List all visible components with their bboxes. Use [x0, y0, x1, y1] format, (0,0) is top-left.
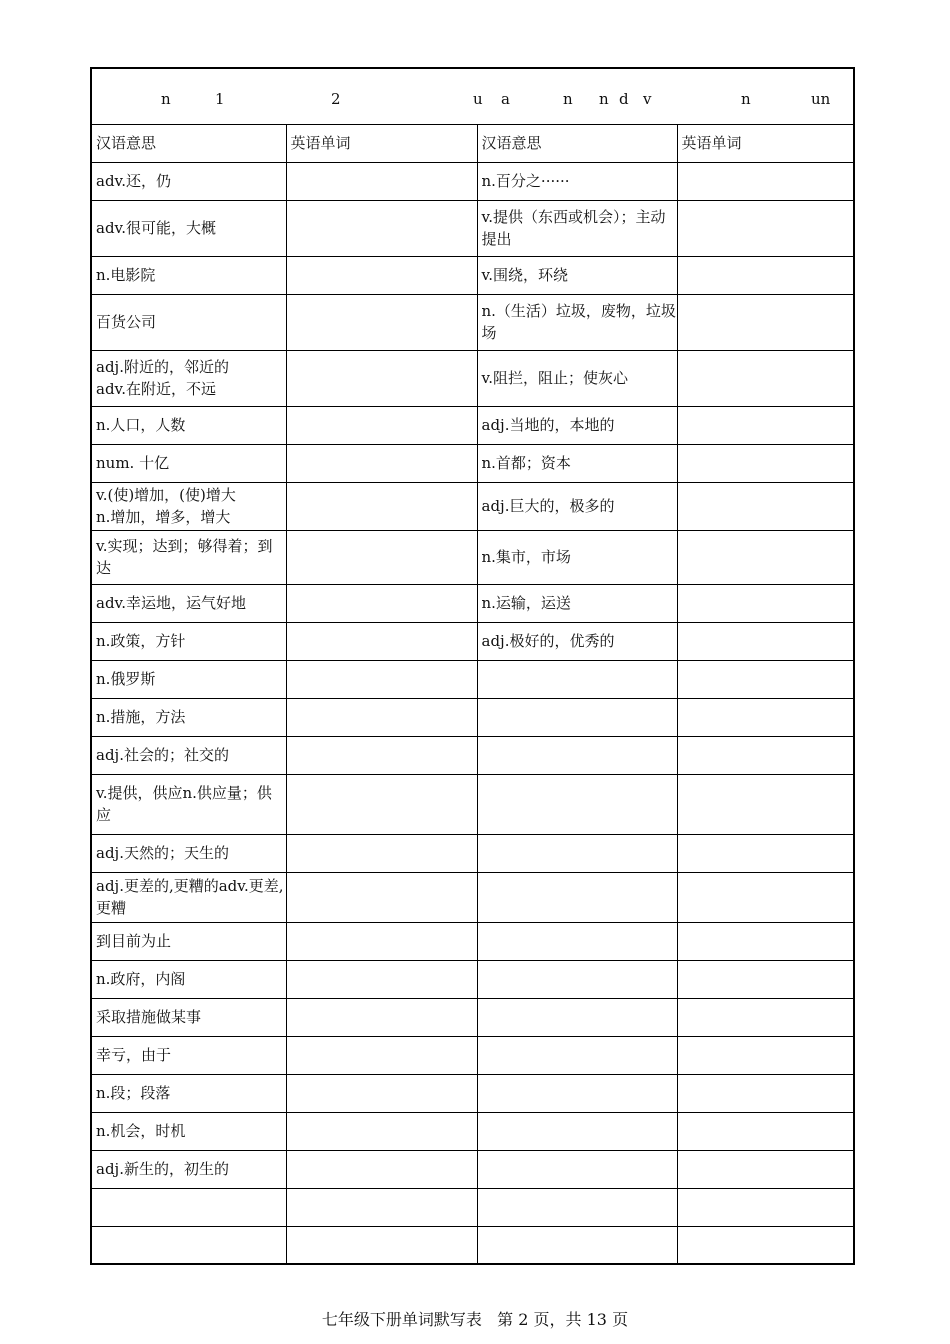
english-word-cell[interactable]	[286, 444, 477, 482]
chinese-meaning-cell: n.电影院	[91, 256, 286, 294]
english-word-cell[interactable]	[677, 1150, 854, 1188]
table-row	[91, 622, 854, 660]
english-word-cell[interactable]	[286, 294, 477, 350]
title-glyph: d	[619, 90, 629, 108]
english-word-cell[interactable]	[286, 1112, 477, 1150]
english-word-cell[interactable]	[677, 530, 854, 584]
english-word-cell[interactable]	[677, 698, 854, 736]
chinese-meaning-cell	[477, 660, 677, 698]
table-row	[91, 922, 854, 960]
chinese-meaning-cell: adv.很可能，大概	[91, 200, 286, 256]
chinese-meaning-cell: num. 十亿	[91, 444, 286, 482]
meaning-line: adj.附近的，邻近的	[96, 358, 229, 376]
english-word-cell[interactable]	[677, 350, 854, 406]
chinese-meaning-cell: adj.天然的；天生的	[91, 834, 286, 872]
table-row	[91, 998, 854, 1036]
chinese-meaning-cell: adj.当地的，本地的	[477, 406, 677, 444]
meaning-line: v.(使)增加，(使)增大	[96, 486, 236, 504]
chinese-meaning-cell: 幸亏，由于	[91, 1036, 286, 1074]
chinese-meaning-cell: n.百分之······	[477, 162, 677, 200]
chinese-meaning-cell: v.实现；达到；够得着；到达	[91, 530, 286, 584]
table-row	[91, 872, 854, 922]
english-word-cell[interactable]	[677, 960, 854, 998]
english-word-cell[interactable]	[286, 960, 477, 998]
chinese-meaning-cell: n.政府，内阁	[91, 960, 286, 998]
table-row	[91, 1150, 854, 1188]
english-word-cell[interactable]	[286, 584, 477, 622]
english-word-cell[interactable]	[286, 922, 477, 960]
chinese-meaning-cell: v.阻拦，阻止；使灰心	[477, 350, 677, 406]
english-word-cell[interactable]	[286, 1036, 477, 1074]
english-word-cell[interactable]	[286, 1188, 477, 1226]
english-word-cell[interactable]	[677, 1188, 854, 1226]
table-row	[91, 660, 854, 698]
english-word-cell[interactable]	[677, 444, 854, 482]
title-glyph: n	[599, 90, 609, 108]
english-word-cell[interactable]	[677, 660, 854, 698]
header-row	[91, 124, 854, 162]
english-word-cell[interactable]	[677, 406, 854, 444]
title-row	[91, 68, 854, 124]
chinese-meaning-cell: adj.更差的,更糟的adv.更差,更糟	[91, 872, 286, 922]
title-cell	[91, 68, 854, 124]
chinese-meaning-cell: 采取措施做某事	[91, 998, 286, 1036]
english-word-cell[interactable]	[677, 1036, 854, 1074]
header-english-word: 英语单词	[677, 124, 854, 162]
english-word-cell[interactable]	[677, 622, 854, 660]
english-word-cell[interactable]	[286, 1226, 477, 1264]
english-word-cell[interactable]	[677, 834, 854, 872]
title-glyph: n	[741, 90, 751, 108]
english-word-cell[interactable]	[286, 530, 477, 584]
english-word-cell[interactable]	[677, 872, 854, 922]
chinese-meaning-cell: adj.新生的，初生的	[91, 1150, 286, 1188]
title-glyph: u	[473, 90, 483, 108]
chinese-meaning-cell	[91, 1188, 286, 1226]
english-word-cell[interactable]	[286, 482, 477, 530]
chinese-meaning-cell: v.围绕，环绕	[477, 256, 677, 294]
table-row	[91, 698, 854, 736]
table-row	[91, 406, 854, 444]
english-word-cell[interactable]	[286, 1150, 477, 1188]
table-row	[91, 294, 854, 350]
chinese-meaning-cell: n.段；段落	[91, 1074, 286, 1112]
table-row	[91, 162, 854, 200]
chinese-meaning-cell: 到目前为止	[91, 922, 286, 960]
header-chinese-meaning: 汉语意思	[477, 124, 677, 162]
english-word-cell[interactable]	[286, 872, 477, 922]
chinese-meaning-cell	[477, 998, 677, 1036]
chinese-meaning-cell: adv.还，仍	[91, 162, 286, 200]
chinese-meaning-cell	[477, 736, 677, 774]
english-word-cell[interactable]	[286, 774, 477, 834]
chinese-meaning-cell	[477, 774, 677, 834]
chinese-meaning-cell: n.俄罗斯	[91, 660, 286, 698]
chinese-meaning-cell: adj.巨大的，极多的	[477, 482, 677, 530]
chinese-meaning-cell: v.提供（东西或机会）；主动提出	[477, 200, 677, 256]
chinese-meaning-cell	[477, 1188, 677, 1226]
table-row	[91, 444, 854, 482]
english-word-cell[interactable]	[677, 482, 854, 530]
chinese-meaning-cell	[477, 834, 677, 872]
english-word-cell[interactable]	[677, 774, 854, 834]
title-glyph: a	[501, 90, 510, 108]
header-chinese-meaning: 汉语意思	[91, 124, 286, 162]
english-word-cell[interactable]	[677, 294, 854, 350]
english-word-cell[interactable]	[677, 1074, 854, 1112]
chinese-meaning-cell: v.提供，供应n.供应量；供应	[91, 774, 286, 834]
title-glyph: n	[161, 90, 171, 108]
table-row	[91, 1036, 854, 1074]
english-word-cell[interactable]	[286, 622, 477, 660]
english-word-cell[interactable]	[677, 922, 854, 960]
chinese-meaning-cell: adv.幸运地，运气好地	[91, 584, 286, 622]
english-word-cell[interactable]	[286, 406, 477, 444]
english-word-cell[interactable]	[286, 834, 477, 872]
chinese-meaning-cell: n.运输，运送	[477, 584, 677, 622]
english-word-cell[interactable]	[286, 162, 477, 200]
table-row	[91, 350, 854, 406]
chinese-meaning-cell	[477, 960, 677, 998]
chinese-meaning-cell	[477, 698, 677, 736]
english-word-cell[interactable]	[677, 1112, 854, 1150]
chinese-meaning-cell	[477, 872, 677, 922]
english-word-cell[interactable]	[286, 698, 477, 736]
chinese-meaning-cell	[91, 350, 286, 406]
vocabulary-table-body	[91, 68, 854, 1264]
table-row	[91, 530, 854, 584]
table-row	[91, 1188, 854, 1226]
table-row	[91, 1074, 854, 1112]
chinese-meaning-cell: n.措施，方法	[91, 698, 286, 736]
title-glyph: un	[811, 90, 831, 108]
table-row	[91, 1226, 854, 1264]
chinese-meaning-cell	[477, 1112, 677, 1150]
vocabulary-table	[90, 67, 855, 1265]
meaning-line: n.增加，增多，增大	[96, 508, 231, 526]
chinese-meaning-cell: n.政策，方针	[91, 622, 286, 660]
table-row	[91, 774, 854, 834]
title-glyph: v	[643, 90, 652, 108]
english-word-cell[interactable]	[286, 736, 477, 774]
header-english-word: 英语单词	[286, 124, 477, 162]
chinese-meaning-cell	[477, 1074, 677, 1112]
english-word-cell[interactable]	[286, 1074, 477, 1112]
chinese-meaning-cell: n.首都；资本	[477, 444, 677, 482]
english-word-cell[interactable]	[286, 256, 477, 294]
english-word-cell[interactable]	[677, 736, 854, 774]
title-glyph: n	[563, 90, 573, 108]
english-word-cell[interactable]	[286, 998, 477, 1036]
table-row	[91, 584, 854, 622]
english-word-cell[interactable]	[677, 256, 854, 294]
english-word-cell[interactable]	[677, 200, 854, 256]
chinese-meaning-cell: n.人口，人数	[91, 406, 286, 444]
chinese-meaning-cell	[91, 482, 286, 530]
chinese-meaning-cell: n.集市，市场	[477, 530, 677, 584]
chinese-meaning-cell: n.机会，时机	[91, 1112, 286, 1150]
title-glyph: 1	[215, 90, 225, 108]
english-word-cell[interactable]	[677, 1226, 854, 1264]
chinese-meaning-cell: adj.社会的；社交的	[91, 736, 286, 774]
english-word-cell[interactable]	[677, 162, 854, 200]
english-word-cell[interactable]	[286, 660, 477, 698]
table-row	[91, 736, 854, 774]
chinese-meaning-cell: n.（生活）垃圾，废物，垃圾场	[477, 294, 677, 350]
page-footer: 七年级下册单词默写表 第 2 页，共 13 页	[321, 1310, 629, 1329]
english-word-cell[interactable]	[677, 584, 854, 622]
english-word-cell[interactable]	[286, 200, 477, 256]
chinese-meaning-cell	[477, 1150, 677, 1188]
chinese-meaning-cell	[477, 1226, 677, 1264]
english-word-cell[interactable]	[286, 350, 477, 406]
chinese-meaning-cell	[477, 922, 677, 960]
english-word-cell[interactable]	[677, 998, 854, 1036]
chinese-meaning-cell: 百货公司	[91, 294, 286, 350]
chinese-meaning-cell	[91, 1226, 286, 1264]
chinese-meaning-cell: adj.极好的，优秀的	[477, 622, 677, 660]
title-glyph: 2	[331, 90, 341, 108]
table-row	[91, 256, 854, 294]
table-row	[91, 482, 854, 530]
table-row	[91, 1112, 854, 1150]
table-row	[91, 200, 854, 256]
chinese-meaning-cell	[477, 1036, 677, 1074]
table-row	[91, 960, 854, 998]
table-row	[91, 834, 854, 872]
meaning-line: adv.在附近，不远	[96, 380, 217, 398]
